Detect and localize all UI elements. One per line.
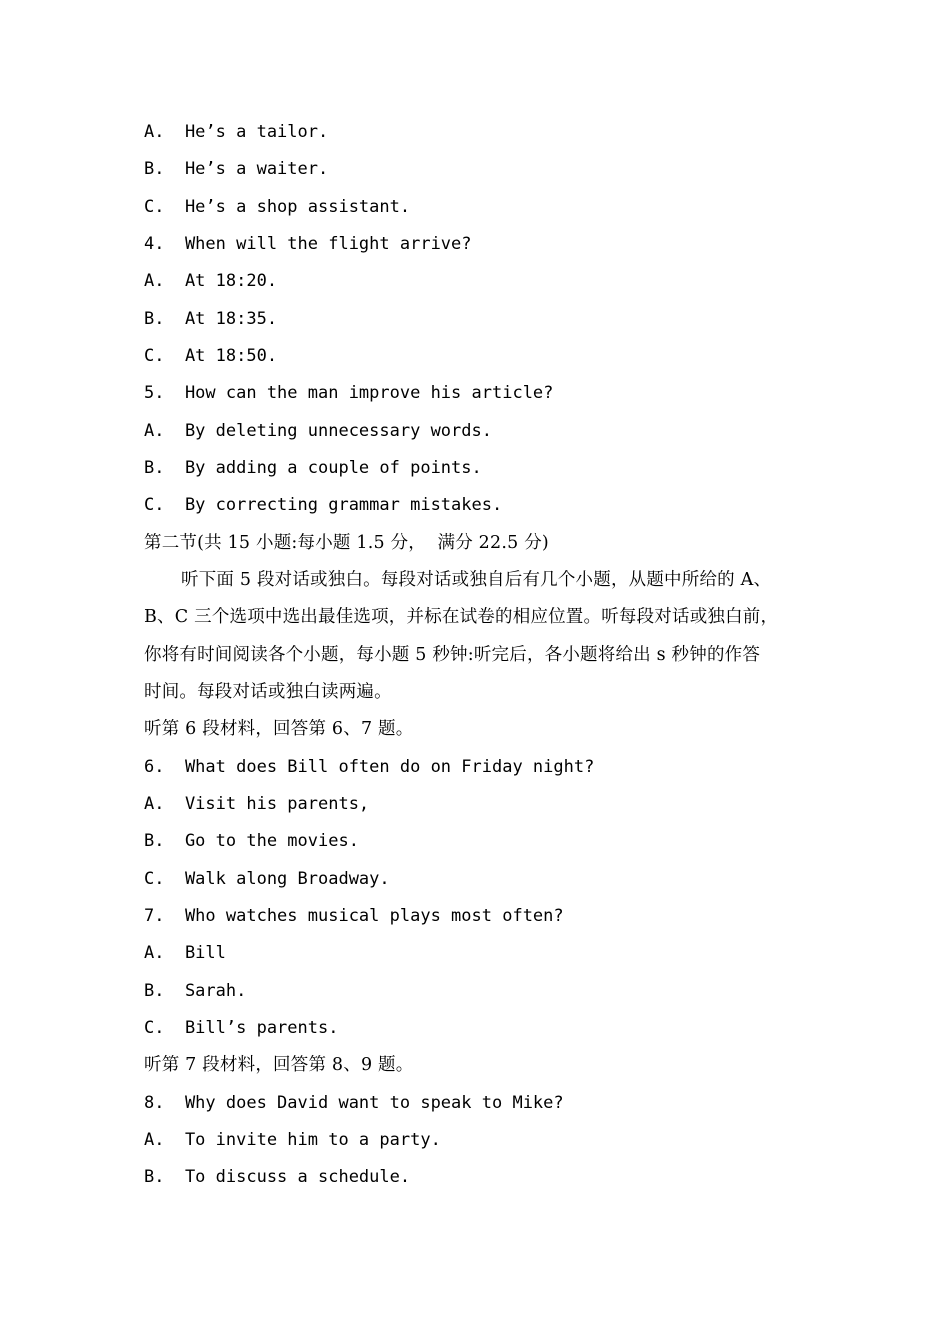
option-3b: B. He’s a waiter.	[144, 159, 329, 179]
option-7b: B. Sarah.	[144, 981, 247, 1001]
question-5: 5. How can the man improve his article?	[144, 383, 554, 403]
instructions-line-3: 你将有时间阅读各个小题，每小题 5 秒钟:听完后，各小题将给出 s 秒钟的作答	[144, 645, 761, 665]
option-6b: B. Go to the movies.	[144, 831, 359, 851]
option-7a: A. Bill	[144, 943, 226, 963]
material-6-heading: 听第 6 段材料，回答第 6、7 题。	[144, 719, 414, 739]
instructions-line-1: 听下面 5 段对话或独白。每段对话或独自后有几个小题，从题中所给的 A、	[181, 570, 772, 590]
option-5b: B. By adding a couple of points.	[144, 458, 482, 478]
option-6c: C. Walk along Broadway.	[144, 869, 390, 889]
instructions-line-4: 时间。每段对话或独白读两遍。	[144, 682, 392, 702]
option-4a: A. At 18:20.	[144, 271, 278, 291]
question-7: 7. Who watches musical plays most often?	[144, 906, 564, 926]
material-7-heading: 听第 7 段材料，回答第 8、9 题。	[144, 1055, 414, 1075]
option-5c: C. By correcting grammar mistakes.	[144, 495, 503, 515]
option-3a: A. He’s a tailor.	[144, 122, 329, 142]
option-8b: B. To discuss a schedule.	[144, 1167, 411, 1187]
option-5a: A. By deleting unnecessary words.	[144, 421, 492, 441]
option-4b: B. At 18:35.	[144, 309, 278, 329]
option-3c: C. He’s a shop assistant.	[144, 197, 411, 217]
option-8a: A. To invite him to a party.	[144, 1130, 441, 1150]
question-8: 8. Why does David want to speak to Mike?	[144, 1093, 564, 1113]
section-heading: 第二节(共 15 小题:每小题 1.5 分， 满分 22.5 分)	[144, 533, 549, 553]
question-6: 6. What does Bill often do on Friday night?	[144, 757, 595, 777]
question-4: 4. When will the flight arrive?	[144, 234, 472, 254]
option-6a: A. Visit his parents,	[144, 794, 370, 814]
option-4c: C. At 18:50.	[144, 346, 278, 366]
instructions-line-2: B、C 三个选项中选出最佳选项，并标在试卷的相应位置。听每段对话或独白前，	[144, 607, 779, 627]
option-7c: C. Bill’s parents.	[144, 1018, 339, 1038]
